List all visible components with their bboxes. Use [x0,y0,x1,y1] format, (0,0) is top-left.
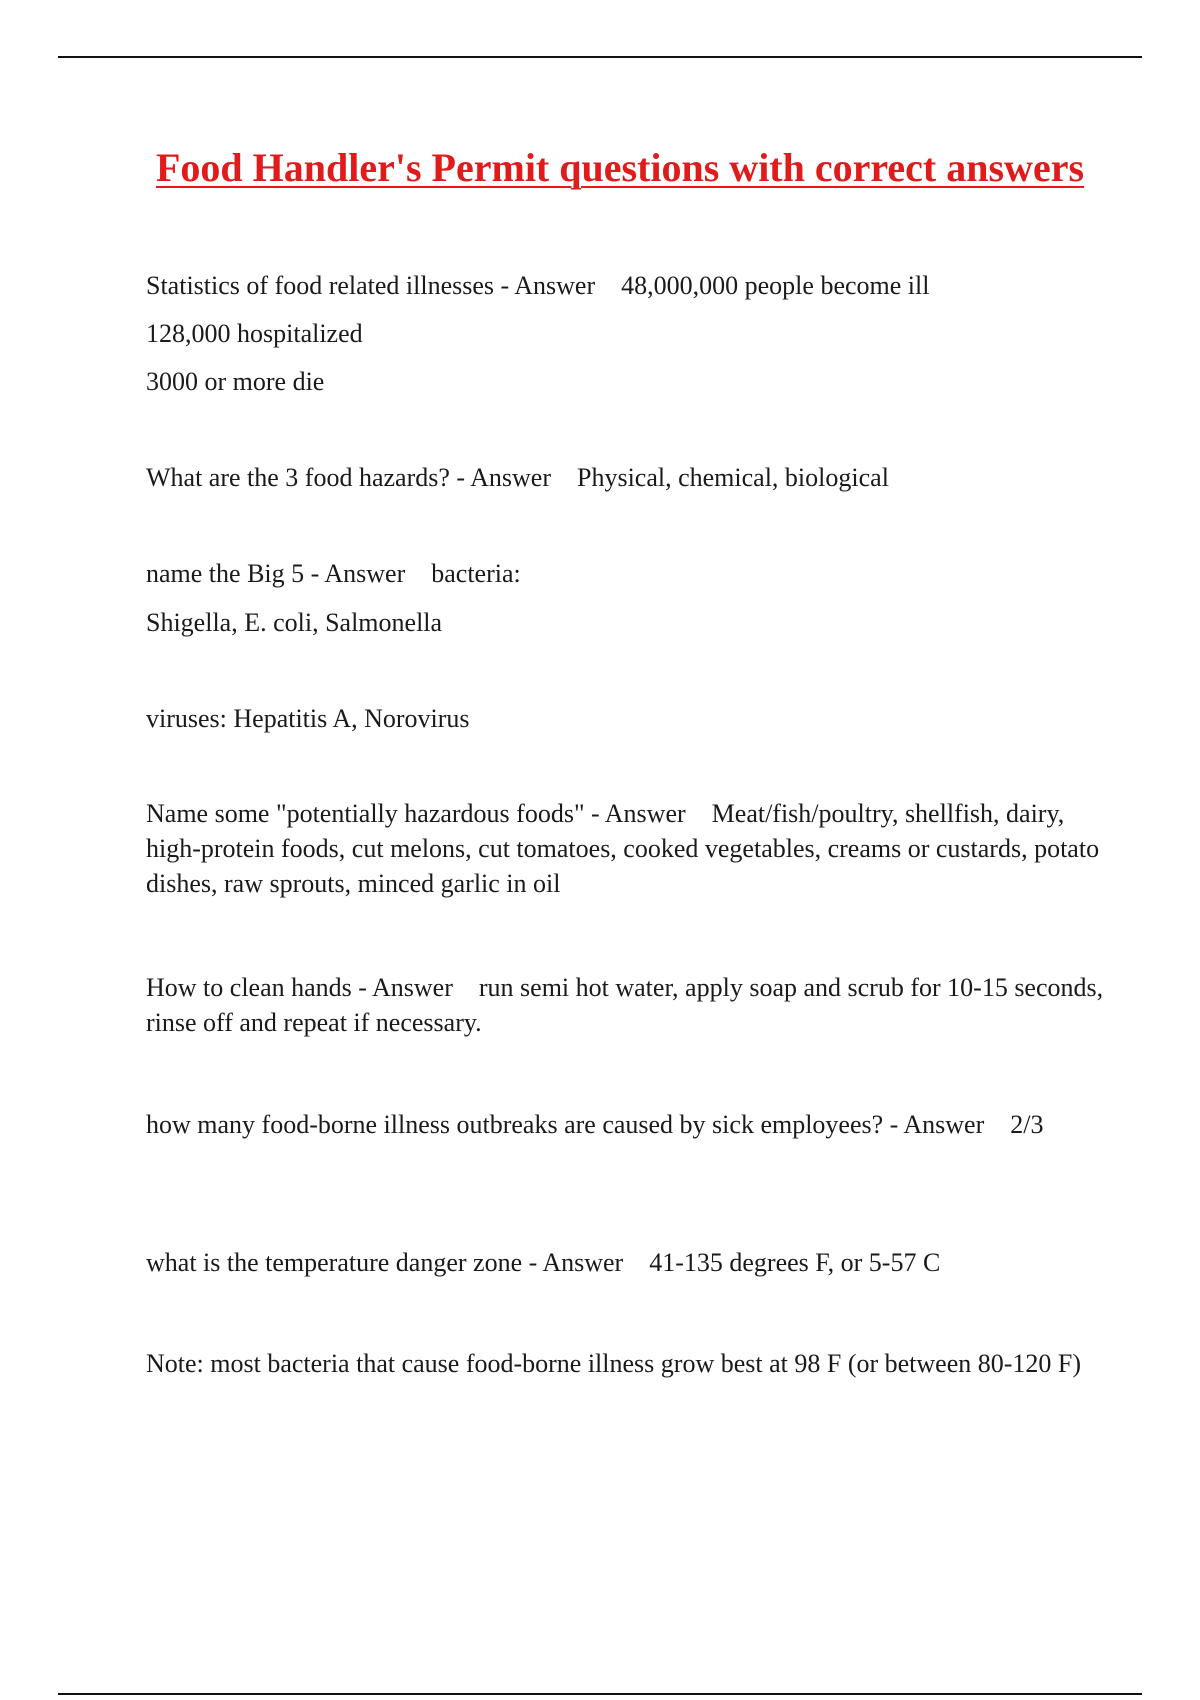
question-text: How to clean hands - Answer [146,973,453,1002]
answer-text: run semi hot water, apply soap and scrub for 10-15 seconds, rinse off and repeat if necessary. [146,973,1104,1037]
qa-item-statistics [146,268,1106,303]
qa-item-danger-zone [146,1245,1106,1280]
answer-text: Physical, chemical, biological [577,463,889,492]
qa-item-hazardous-foods [146,796,1106,901]
answer-text: 41-135 degrees F, or 5-57 C [649,1248,941,1277]
note-bacteria-growth: Note: most bacteria that cause food-borne illness grow best at 98 F (or between 80-120 F) [146,1349,1082,1378]
answer-line: 128,000 hospitalized [146,319,363,348]
document-title: Food Handler's Permit questions with correct answers [155,145,1085,190]
answer-text: Meat/fish/poultry, shellfish, dairy, high-protein foods, cut melons, cut tomatoes, cooked vegetables, creams or custards, potato dishes, raw sprouts, minced garlic in oil [146,799,1100,898]
answer-line: Shigella, E. coli, Salmonella [146,608,443,637]
question-text: What are the 3 food hazards? - Answer [146,463,551,492]
question-text: Name some "potentially hazardous foods" - Answer [146,799,686,828]
answer-text: bacteria: [431,559,521,588]
qa-item-sick-employees [146,1107,1106,1142]
answer-line: viruses: Hepatitis A, Norovirus [146,704,470,733]
answer-line: 3000 or more die [146,367,325,396]
top-divider [58,56,1142,58]
bottom-divider [58,1693,1142,1695]
qa-item-clean-hands [146,970,1106,1040]
question-text: how many food-borne illness outbreaks are caused by sick employees? - Answer [146,1110,985,1139]
question-text: what is the temperature danger zone - Answer [146,1248,624,1277]
qa-item-big-5 [146,556,1106,591]
qa-item-food-hazards [146,460,1106,495]
question-text: name the Big 5 - Answer [146,559,406,588]
question-text: Statistics of food related illnesses - Answer [146,271,596,300]
answer-text: 2/3 [1010,1110,1044,1139]
answer-text: 48,000,000 people become ill [621,271,930,300]
